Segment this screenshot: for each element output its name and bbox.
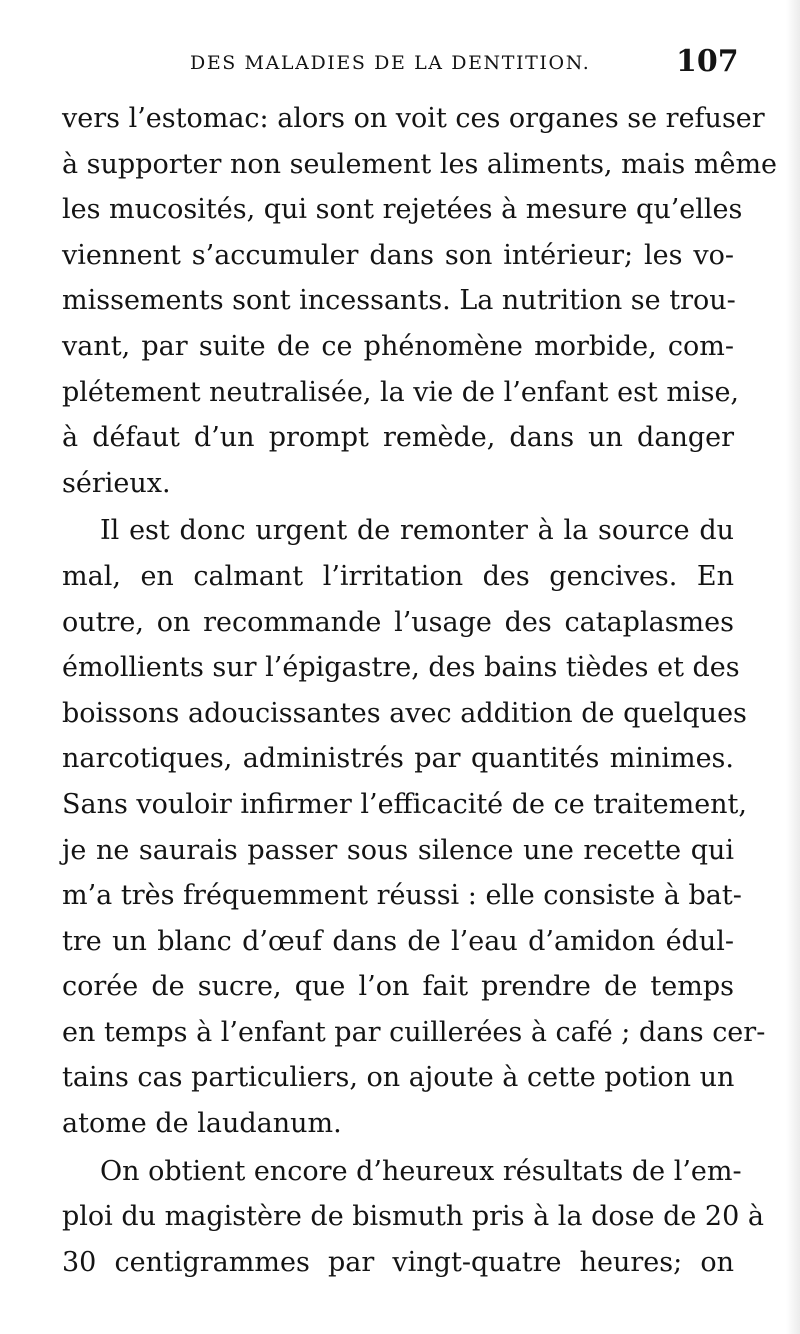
text-line: mal, en calmant l’irritation des gencives. En <box>62 560 734 592</box>
text-line: les mucosités, qui sont rejetées à mesure qu’elles <box>62 194 743 226</box>
text-line: à supporter non seulement les aliments, mais même <box>62 148 778 180</box>
text-line: tre un blanc d’œuf dans de l’eau d’amidon édul- <box>62 925 734 957</box>
text-line: m’a très fréquemment réussi : elle consiste à bat- <box>62 880 742 912</box>
text-line: boissons adoucissantes avec addition de quelques <box>62 697 747 729</box>
text-line: je ne saurais passer sous silence une recette qui <box>62 834 734 866</box>
text-line: Sans vouloir infirmer l’efficacité de ce traitement, <box>62 788 747 820</box>
text-line: Il est donc urgent de remonter à la source du <box>100 515 734 547</box>
text-line: viennent s’accumuler dans son intérieur; les vo- <box>62 239 734 271</box>
text-line: vers l’estomac: alors on voit ces organes se refuser <box>62 103 765 134</box>
text-line: vant, par suite de ce phénomène morbide, com- <box>62 330 734 362</box>
text-line: sérieux. <box>62 467 171 499</box>
text-line: outre, on recommande l’usage des cataplasmes <box>62 606 734 638</box>
text-line: 30 centigrammes par vingt-quatre heures; on <box>62 1246 734 1278</box>
page-header <box>0 44 800 84</box>
text-line: On obtient encore d’heureux résultats de l’em- <box>100 1155 742 1187</box>
body-text <box>62 96 778 1285</box>
text-line: en temps à l’enfant par cuillerées à café ; dans cer- <box>62 1016 766 1048</box>
text-line: ploi du magistère de bismuth pris à la dose de 20 à <box>62 1201 764 1233</box>
page-number: 107 <box>676 44 739 79</box>
text-line: missements sont incessants. La nutrition se trou- <box>62 285 736 317</box>
running-head: DES MALADIES DE LA DENTITION. <box>190 52 591 74</box>
text-line: plétement neutralisée, la vie de l’enfant est mise, <box>62 376 740 408</box>
text-line: à défaut d’un prompt remède, dans un danger <box>62 422 734 454</box>
text-line: atome de laudanum. <box>62 1108 342 1140</box>
page-edge-shadow <box>786 0 800 1334</box>
text-line: corée de sucre, que l’on fait prendre de temps <box>62 971 734 1003</box>
text-line: tains cas particuliers, on ajoute à cette potion un <box>62 1062 735 1094</box>
text-line: émollients sur l’épigastre, des bains tièdes et des <box>62 652 740 684</box>
text-line: narcotiques, administrés par quantités minimes. <box>62 743 734 775</box>
